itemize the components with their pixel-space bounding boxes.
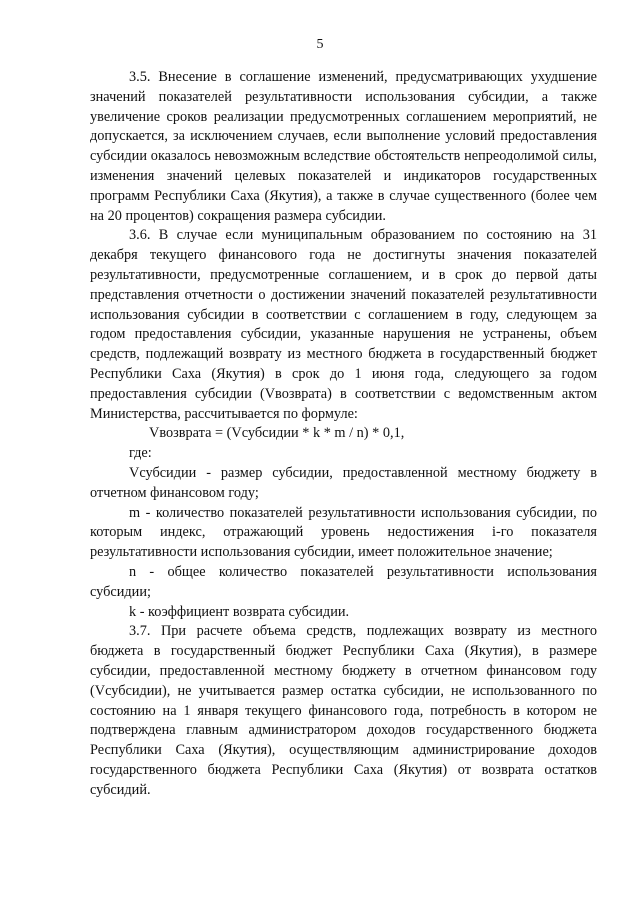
definition-m: m - количество показателей результативности использования субсидии, по которым индекс, отражающий уровень недостижения i-го показателя результативности использования субсидии, имеет положительное значение; [90, 504, 597, 561]
definition-n: n - общее количество показателей результативности использования субсидии; [90, 563, 597, 600]
document-body [90, 68, 597, 800]
paragraph-3-5: 3.5. Внесение в соглашение изменений, предусматривающих ухудшение значений показателей результативности использования субсидии, а также увеличение сроков реализации предусмотренных соглашением мероприятий, не допускается, за исключением случаев, если выполнение условий предоставления субсидии оказалось невозможным вследствие обстоятельств непреодолимой силы, изменения значений целевых показателей и индикаторов государственных программ Республики Саха (Якутия), а также в случае существенного (более чем на 20 процентов) сокращения размера субсидии. [90, 69, 597, 224]
paragraph-3-7: 3.7. При расчете объема средств, подлежащих возврату из местного бюджета в государственный бюджет Республики Саха (Якутия), в размере субсидии, предоставленной местному бюджету в отчетном финансовом году (Vсубсидии), не учитывается размер остатка субсидии, не использованного по состоянию на 1 января текущего финансового года, потребность в котором не подтверждена главным администратором доходов государственного бюджета Республики Саха (Якутия), осуществляющим администрирование доходов государственного бюджета Республики Саха (Якутия) от возврата остатков субсидий. [90, 623, 597, 798]
page-number: 5 [316, 37, 324, 52]
formula-where-label: где: [129, 445, 152, 462]
return-formula: Vвозврата = (Vсубсидии * k * m / n) * 0,1, [149, 425, 405, 442]
definition-k: k - коэффициент возврата субсидии. [129, 603, 350, 620]
paragraph-3-6: 3.6. В случае если муниципальным образованием по состоянию на 31 декабря текущего финансового года не достигнуты значения показателей результативности, предусмотренные соглашением, и в срок до первой даты представления отчетности о достижении значений показателей результативности использования субсидии в соответствии с соглашением в году, следующем за годом предоставления субсидии, указанные нарушения не устранены, объем средств, подлежащий возврату из местного бюджета в государственный бюджет Республики Саха (Якутия) в срок до 1 июня года, следующего за годом предоставления субсидии (Vвозврата) в соответствии с ведомственным актом Министерства, рассчитывается по формуле: [90, 227, 597, 422]
definition-v-subsidy: Vсубсидии - размер субсидии, предоставленной местному бюджету в отчетном финансовом году; [90, 464, 597, 501]
